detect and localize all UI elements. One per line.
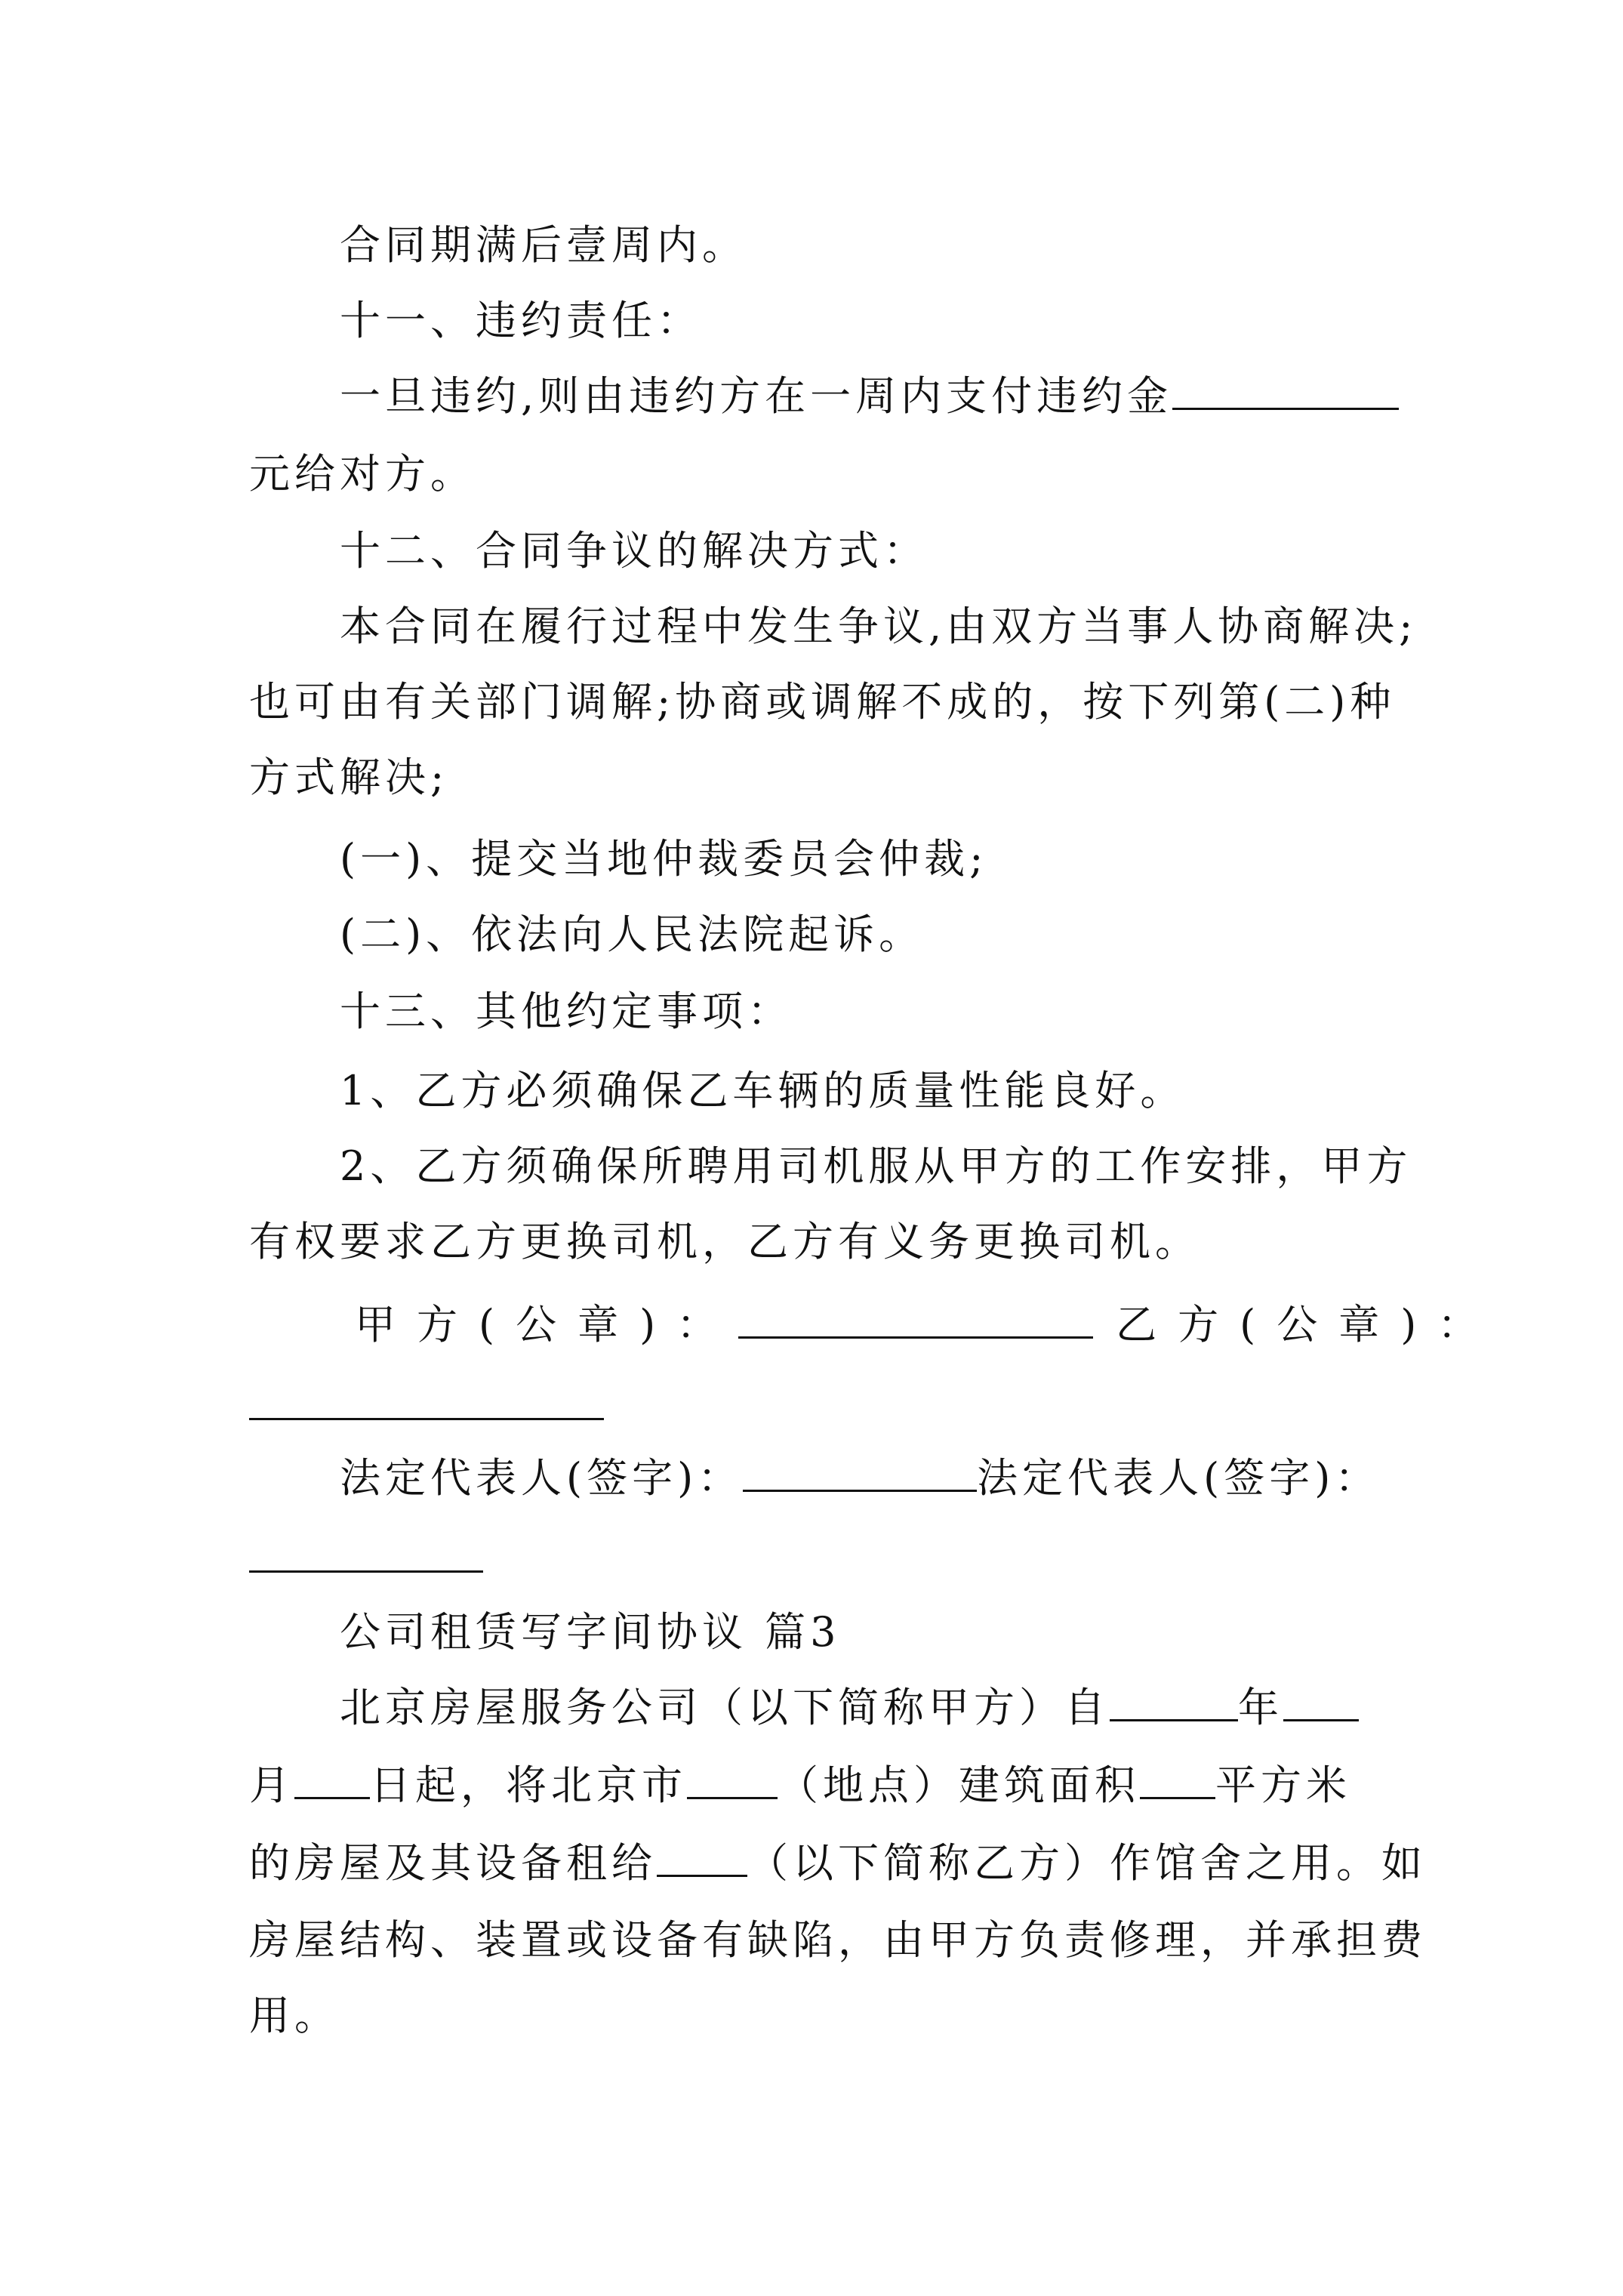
text-line (249, 1748, 1381, 1823)
text-segment: （以下简称乙方）作馆舍之用。如 (747, 1839, 1427, 1887)
text-line (340, 359, 1472, 434)
party-a-seal-blank (738, 1291, 1093, 1339)
text-segment: 年 (1238, 1684, 1283, 1731)
text-line: 元给对方。 (249, 450, 476, 498)
text-segment: 北京房屋服务公司（以下简称甲方）自 (340, 1684, 1110, 1731)
tenant-blank (657, 1829, 747, 1877)
list-item: 2、乙方须确保所聘用司机服从甲方的工作安排，甲方 (340, 1142, 1412, 1190)
rep-a-label: 法定代表人(签字)： (340, 1454, 744, 1502)
month-blank (1283, 1674, 1359, 1721)
signature-line-representative (340, 1441, 1472, 1516)
list-item: (一)、提交当地仲裁委员会仲裁; (340, 835, 988, 883)
text-line: 用。 (249, 1992, 340, 2039)
penalty-amount-blank (1172, 362, 1399, 410)
text-segment: 日起，将北京市 (370, 1761, 687, 1809)
list-item: 1、乙方必须确保乙车辆的质量性能良好。 (340, 1067, 1186, 1114)
text-line (249, 1826, 1427, 1901)
rep-a-blank (743, 1444, 977, 1492)
penalty-text: 一旦违约,则由违约方在一周内支付违约金 (340, 372, 1173, 420)
signature-line-party (355, 1287, 1500, 1363)
section-heading: 十三、其他约定事项： (340, 988, 793, 1035)
text-line: 方式解决; (249, 754, 449, 801)
text-segment: 平方米 (1215, 1761, 1351, 1809)
section-3-heading: 公司租赁写字间协议 篇3 (340, 1608, 841, 1656)
party-a-seal-label: 甲方(公章)： (355, 1301, 739, 1348)
section-heading: 十二、合同争议的解决方式： (340, 527, 929, 575)
text-line (340, 1670, 1472, 1746)
text-line: 本合同在履行过程中发生争议,由双方当事人协商解决; (340, 603, 1418, 650)
text-line: 合同期满后壹周内。 (340, 221, 747, 269)
text-line: 也可由有关部门调解;协商或调解不成的，按下列第(二)种 (249, 678, 1396, 726)
day-blank (294, 1752, 370, 1799)
text-segment: 月 (249, 1761, 294, 1809)
text-segment: 的房屋及其设备租给 (249, 1839, 657, 1887)
text-line: 有权要求乙方更换司机，乙方有义务更换司机。 (249, 1218, 1200, 1265)
area-blank (1140, 1752, 1215, 1799)
rep-b-label: 法定代表人(签字)： (977, 1454, 1381, 1502)
party-b-seal-label: 乙方(公章)： (1116, 1301, 1500, 1348)
rep-b-blank (249, 1570, 483, 1573)
party-b-seal-blank (249, 1418, 604, 1420)
location-blank (687, 1752, 778, 1799)
text-segment: （地点）建筑面积 (778, 1761, 1140, 1809)
list-item: (二)、依法向人民法院起诉。 (340, 911, 925, 958)
year-blank (1110, 1674, 1238, 1721)
section-heading: 十一、违约责任： (340, 297, 702, 344)
text-line: 房屋结构、装置或设备有缺陷，由甲方负责修理，并承担费 (249, 1916, 1427, 1964)
